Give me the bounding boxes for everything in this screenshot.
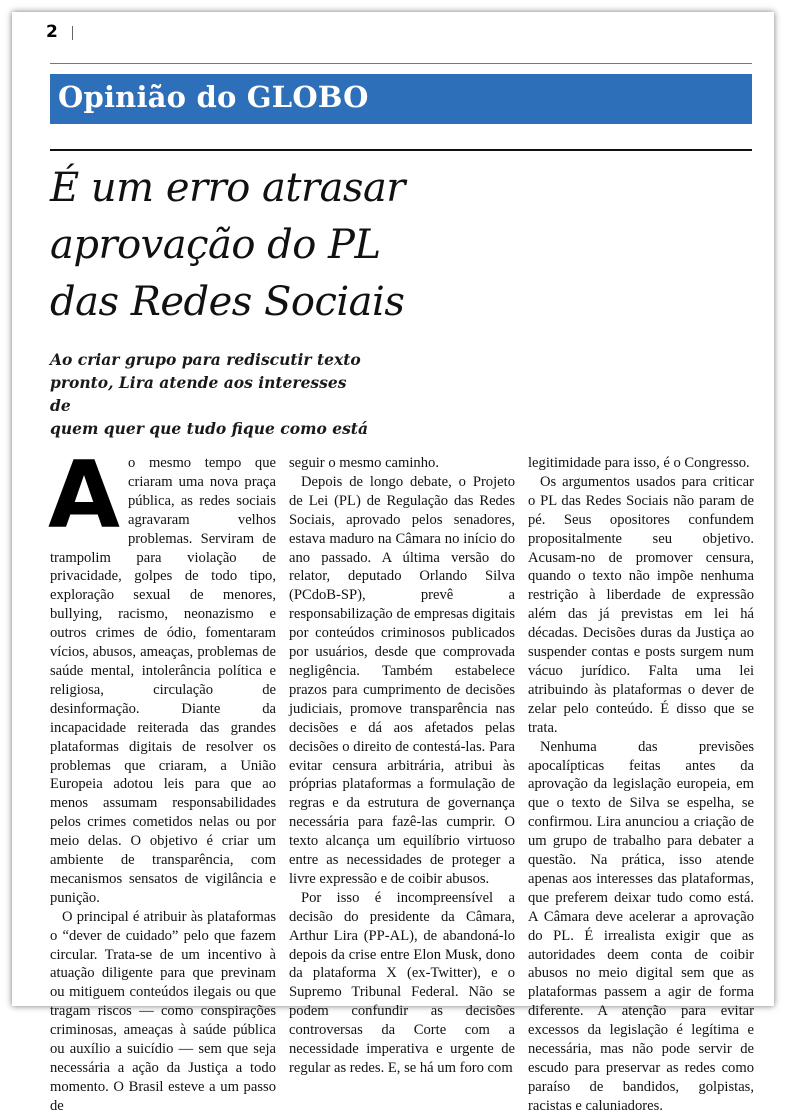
paragraph: Os argumentos usados para criticar o PL das Redes Sociais não param de pé. Seus opositores confundem propositalmente seu objetivo. Acusam-no de promover censura, quando o texto não impõe nenhuma restrição à liberdade de expressão além das já previstas em lei há décadas. Decisões duras da Justiça ao suspender contas e posts surgem num vácuo jurídico. Falta uma lei atribuindo às plataformas o dever de zelar pelo conteúdo. É disso que se trata. xyxy=(528,473,754,736)
headline-rule xyxy=(50,149,752,151)
article-column-2 xyxy=(289,454,515,1078)
section-banner xyxy=(50,74,752,124)
article-column-1 xyxy=(48,441,276,1116)
page-number-divider xyxy=(72,26,73,40)
article-subhead: Ao criar grupo para rediscutir texto pronto, Lira atende aos interesses de quem quer que tudo fique como está xyxy=(50,350,368,438)
section-title: Opinião do GLOBO xyxy=(58,80,369,114)
paragraph: Por isso é incompreensível a decisão do presidente da Câmara, Arthur Lira (PP-AL), de abandoná-lo depois da crise entre Elon Musk, dono da plataforma X (ex-Twitter), e o Supremo Tribunal Federal. Não se podem confundir as decisões controversas da Corte com a necessidade imperativa e urgente de regular as redes. E, se há um foro com xyxy=(289,889,515,1076)
top-rule xyxy=(50,63,752,64)
paragraph xyxy=(48,441,276,908)
paragraph: legitimidade para isso, é o Congresso. xyxy=(528,455,750,471)
drop-cap: A xyxy=(48,441,120,549)
paragraph: Nenhuma das previsões apocalípticas feitas antes da aprovação da legislação europeia, em que o texto de Silva se espelha, se confirmou. Lira anunciou a criação de um grupo de trabalho para debater a questão. Na prática, isso atende apenas aos interesses das plataformas, que preferem deixar tudo como está. A Câmara deve acelerar a aprovação do PL. É irrealista exigir que as autoridades deem conta de coibir abusos no meio digital sem que as plataformas passem a agir de forma diferente. A atenção para evitar excessos da legislação é legítima e necessária, mas não pode servir de escudo para preservar as redes como paraíso de bandidos, golpistas, racistas e caluniadores. xyxy=(528,738,754,1114)
article-headline: É um erro atrasar aprovação do PL das Redes Sociais xyxy=(50,165,405,325)
newspaper-page xyxy=(12,12,774,1114)
paragraph: O principal é atribuir às plataformas o “dever de cuidado” pelo que fazem circular. Trata-se de um incentivo à atuação diligente para que previnam ou mitiguem conteúdos ilegais ou que tragam riscos — como conspirações criminosas, ameaças à saúde pública ou auxílio a suicídio — sem que seja necessária a ação da Justiça a todo momento. O Brasil esteve a um passo de xyxy=(50,908,276,1114)
page-number: 2 xyxy=(46,22,58,42)
paragraph: Depois de longo debate, o Projeto de Lei (PL) de Regulação das Redes Sociais, aprovado pelos senadores, estava maduro na Câmara no início do ano passado. A última versão do relator, deputado Orlando Silva (PCdoB-SP), prevê a responsabilização de empresas digitais por conteúdos criminosos publicados por usuários, desde que comprovada negligência. Também estabelece prazos para cumprimento de decisões judiciais, promove transparência nas decisões e dá aos afetados pelas decisões o direito de contestá-las. Para evitar censura arbitrária, atribui às próprias plataformas a formulação de regras e da estrutura de governança necessária para fazê-las cumprir. O texto alcança um equilíbrio virtuoso entre as necessidades de proteger a livre expressão e de coibir abusos. xyxy=(289,473,515,887)
paragraph: seguir o mesmo caminho. xyxy=(289,455,439,471)
article-column-3 xyxy=(528,454,754,1116)
paragraph-text: o mesmo tempo que criaram uma nova praça pública, as redes sociais agravaram velhos problemas. Serviram de trampolim para violação de privacidade, golpes de todo tipo, exploração sexual de menores, bullying, racismo, neonazismo e outros crimes de ódio, fomentaram vícios, abusos, ameaças, problemas de saúde mental, intolerância política e religiosa, circulação de desinformação. Diante da incapacidade reiterada das grandes plataformas digitais de resolver os problemas que criaram, a União Europeia adotou leis para que ao menos assumam responsabilidades pelos crimes cometidos nelas ou por meio delas. O objetivo é criar um ambiente de transparência, com mecanismos sensatos de vigilância e punição. xyxy=(50,455,276,906)
